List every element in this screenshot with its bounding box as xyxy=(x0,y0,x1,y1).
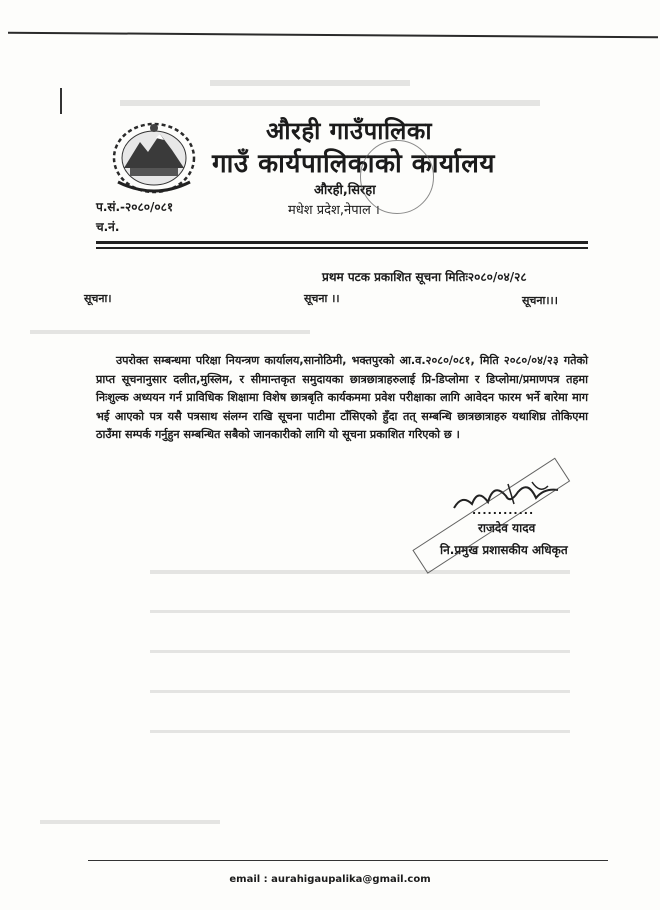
address-line-1: औरही,सिरहा xyxy=(314,183,376,198)
address-line-2: मधेश प्रदेश,नेपाल । xyxy=(288,203,380,218)
scan-edge-line xyxy=(8,32,658,39)
scan-mark xyxy=(60,88,62,114)
signatory-name: राजदेव यादव xyxy=(478,521,536,535)
bleed-through xyxy=(150,650,570,653)
bleed-through xyxy=(150,570,570,574)
bleed-through xyxy=(40,820,220,824)
bleed-through xyxy=(150,610,570,613)
municipality-name: औरही गाउँपालिका xyxy=(266,117,433,145)
footer-email: email : aurahigaupalika@gmail.com xyxy=(229,874,431,885)
reference-number: प.सं.-२०८०/०८१ xyxy=(96,200,174,214)
signature-dots: ............ xyxy=(472,504,535,517)
header-rule-thick xyxy=(96,241,588,244)
dispatch-number: च.नं. xyxy=(96,220,120,234)
notice-title-center: सूचना ।। xyxy=(304,292,340,305)
header-rule-thin xyxy=(96,247,588,249)
bleed-through xyxy=(120,100,540,106)
signatory-designation: नि.प्रमुख प्रशासकीय अधिकृत xyxy=(440,543,568,557)
bleed-through xyxy=(210,80,410,86)
bleed-through xyxy=(150,690,570,693)
notice-title-left: सूचना। xyxy=(84,292,112,305)
bleed-through xyxy=(150,730,570,733)
footer-rule xyxy=(88,860,608,861)
notice-title-right: सूचना।।। xyxy=(522,294,558,307)
bleed-through xyxy=(30,330,310,334)
publication-date: प्रथम पटक प्रकाशित सूचना मितिः२०८०/०४/२८ xyxy=(322,270,527,284)
nepal-emblem-icon xyxy=(110,116,198,196)
office-name: गाउँ कार्यपालिकाको कार्यालय xyxy=(212,149,495,179)
notice-body: उपरोक्त सम्बन्धमा परिक्षा नियन्त्रण कार्यालय,सानोठिमी, भक्तपुरको आ.व.२०८०/०८१, मिति २०८०/०४/२३ गतेको प्राप्त सूचनानुसार दलीत,मुस्लिम, र सीमान्तकृत समुदायका छात्रछात्राहरुलाई प्रि-डिप्लोमा र डिप्लोमा/प्रमाणपत्र तहमा निःशुल्क अध्ययन गर्न प्राविधिक शिक्षामा विशेष छात्रबृति कार्यकममा प्रवेश परीक्षाका लागि आवेदन फारम भर्ने बारेमा माग भई आएको पत्र यसै पत्रसाथ संलग्न राखि सूचना पाटीमा टाँसिएको हुँदा तत् सम्बन्धि छात्रछात्राहरु यथाशिघ्र तोकिएमा ठाउँमा सम्पर्क गर्नुहुन सम्बन्धित सबैको जानकारीको लागि यो सूचना प्रकाशित गरिएको छ । xyxy=(96,354,588,441)
round-office-stamp xyxy=(360,140,434,214)
